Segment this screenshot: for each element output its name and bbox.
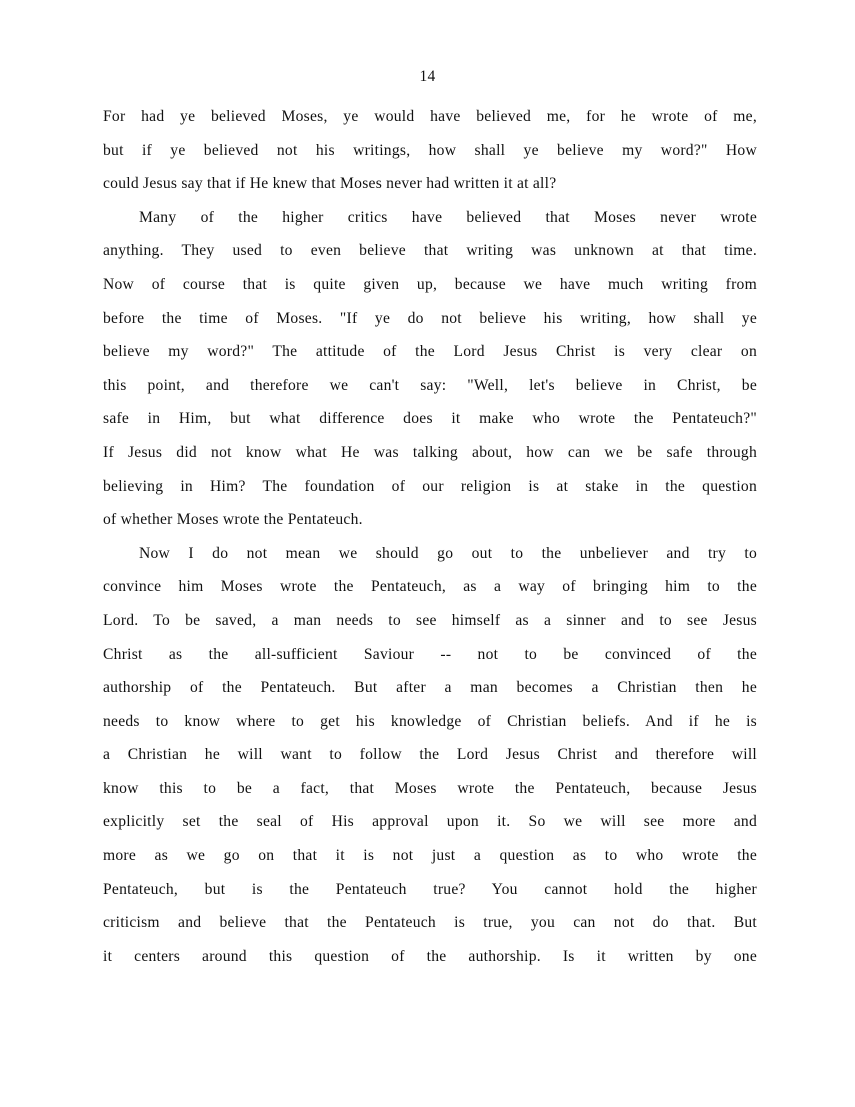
text-line: explicitly set the seal of His approval upon it. So we will see more and — [103, 813, 757, 831]
text-line: believe my word?" The attitude of the Lord Jesus Christ is very clear on — [103, 343, 757, 361]
text-line: a Christian he will want to follow the Lord Jesus Christ and therefore will — [103, 746, 757, 764]
text-line: could Jesus say that if He knew that Moses never had written it at all? — [103, 175, 557, 193]
text-line: Many of the higher critics have believed that Moses never wrote — [139, 208, 757, 226]
text-line: Pentateuch, but is the Pentateuch true? You cannot hold the higher — [103, 880, 757, 898]
text-line: safe in Him, but what difference does it make who wrote the Pentateuch?" — [103, 410, 757, 428]
text-line: If Jesus did not know what He was talking about, how can we be safe through — [103, 443, 757, 461]
text-line: anything. They used to even believe that writing was unknown at that time. — [103, 242, 757, 260]
text-line: of whether Moses wrote the Pentateuch. — [103, 511, 363, 529]
text-line: needs to know where to get his knowledge of Christian beliefs. And if he is — [103, 712, 757, 730]
paragraph — [103, 100, 757, 201]
text-line: this point, and therefore we can't say: "Well, let's believe in Christ, be — [103, 376, 757, 394]
text-line: but if ye believed not his writings, how shall ye believe my word?" How — [103, 141, 757, 159]
text-line: more as we go on that it is not just a question as to who wrote the — [103, 847, 757, 865]
page-number: 14 — [419, 68, 436, 85]
text-line: before the time of Moses. "If ye do not believe his writing, how shall ye — [103, 309, 757, 327]
text-line: criticism and believe that the Pentateuch is true, you can not do that. But — [103, 914, 757, 932]
text-line: authorship of the Pentateuch. But after a man becomes a Christian then he — [103, 679, 757, 697]
text-line: Christ as the all-sufficient Saviour -- not to be convinced of the — [103, 645, 757, 663]
text-line: For had ye believed Moses, ye would have believed me, for he wrote of me, — [103, 108, 757, 125]
text-line: Now of course that is quite given up, because we have much writing from — [103, 275, 757, 293]
paragraph — [103, 201, 757, 537]
text-line: Lord. To be saved, a man needs to see himself as a sinner and to see Jesus — [103, 611, 757, 629]
text-line: it centers around this question of the authorship. Is it written by one — [103, 947, 757, 965]
paragraph — [103, 537, 757, 974]
text-line: convince him Moses wrote the Pentateuch, as a way of bringing him to the — [103, 578, 757, 596]
text-line: know this to be a fact, that Moses wrote the Pentateuch, because Jesus — [103, 779, 757, 797]
document-body — [103, 100, 757, 973]
text-line: Now I do not mean we should go out to the unbeliever and try to — [139, 544, 757, 562]
text-line: believing in Him? The foundation of our religion is at stake in the question — [103, 477, 757, 495]
